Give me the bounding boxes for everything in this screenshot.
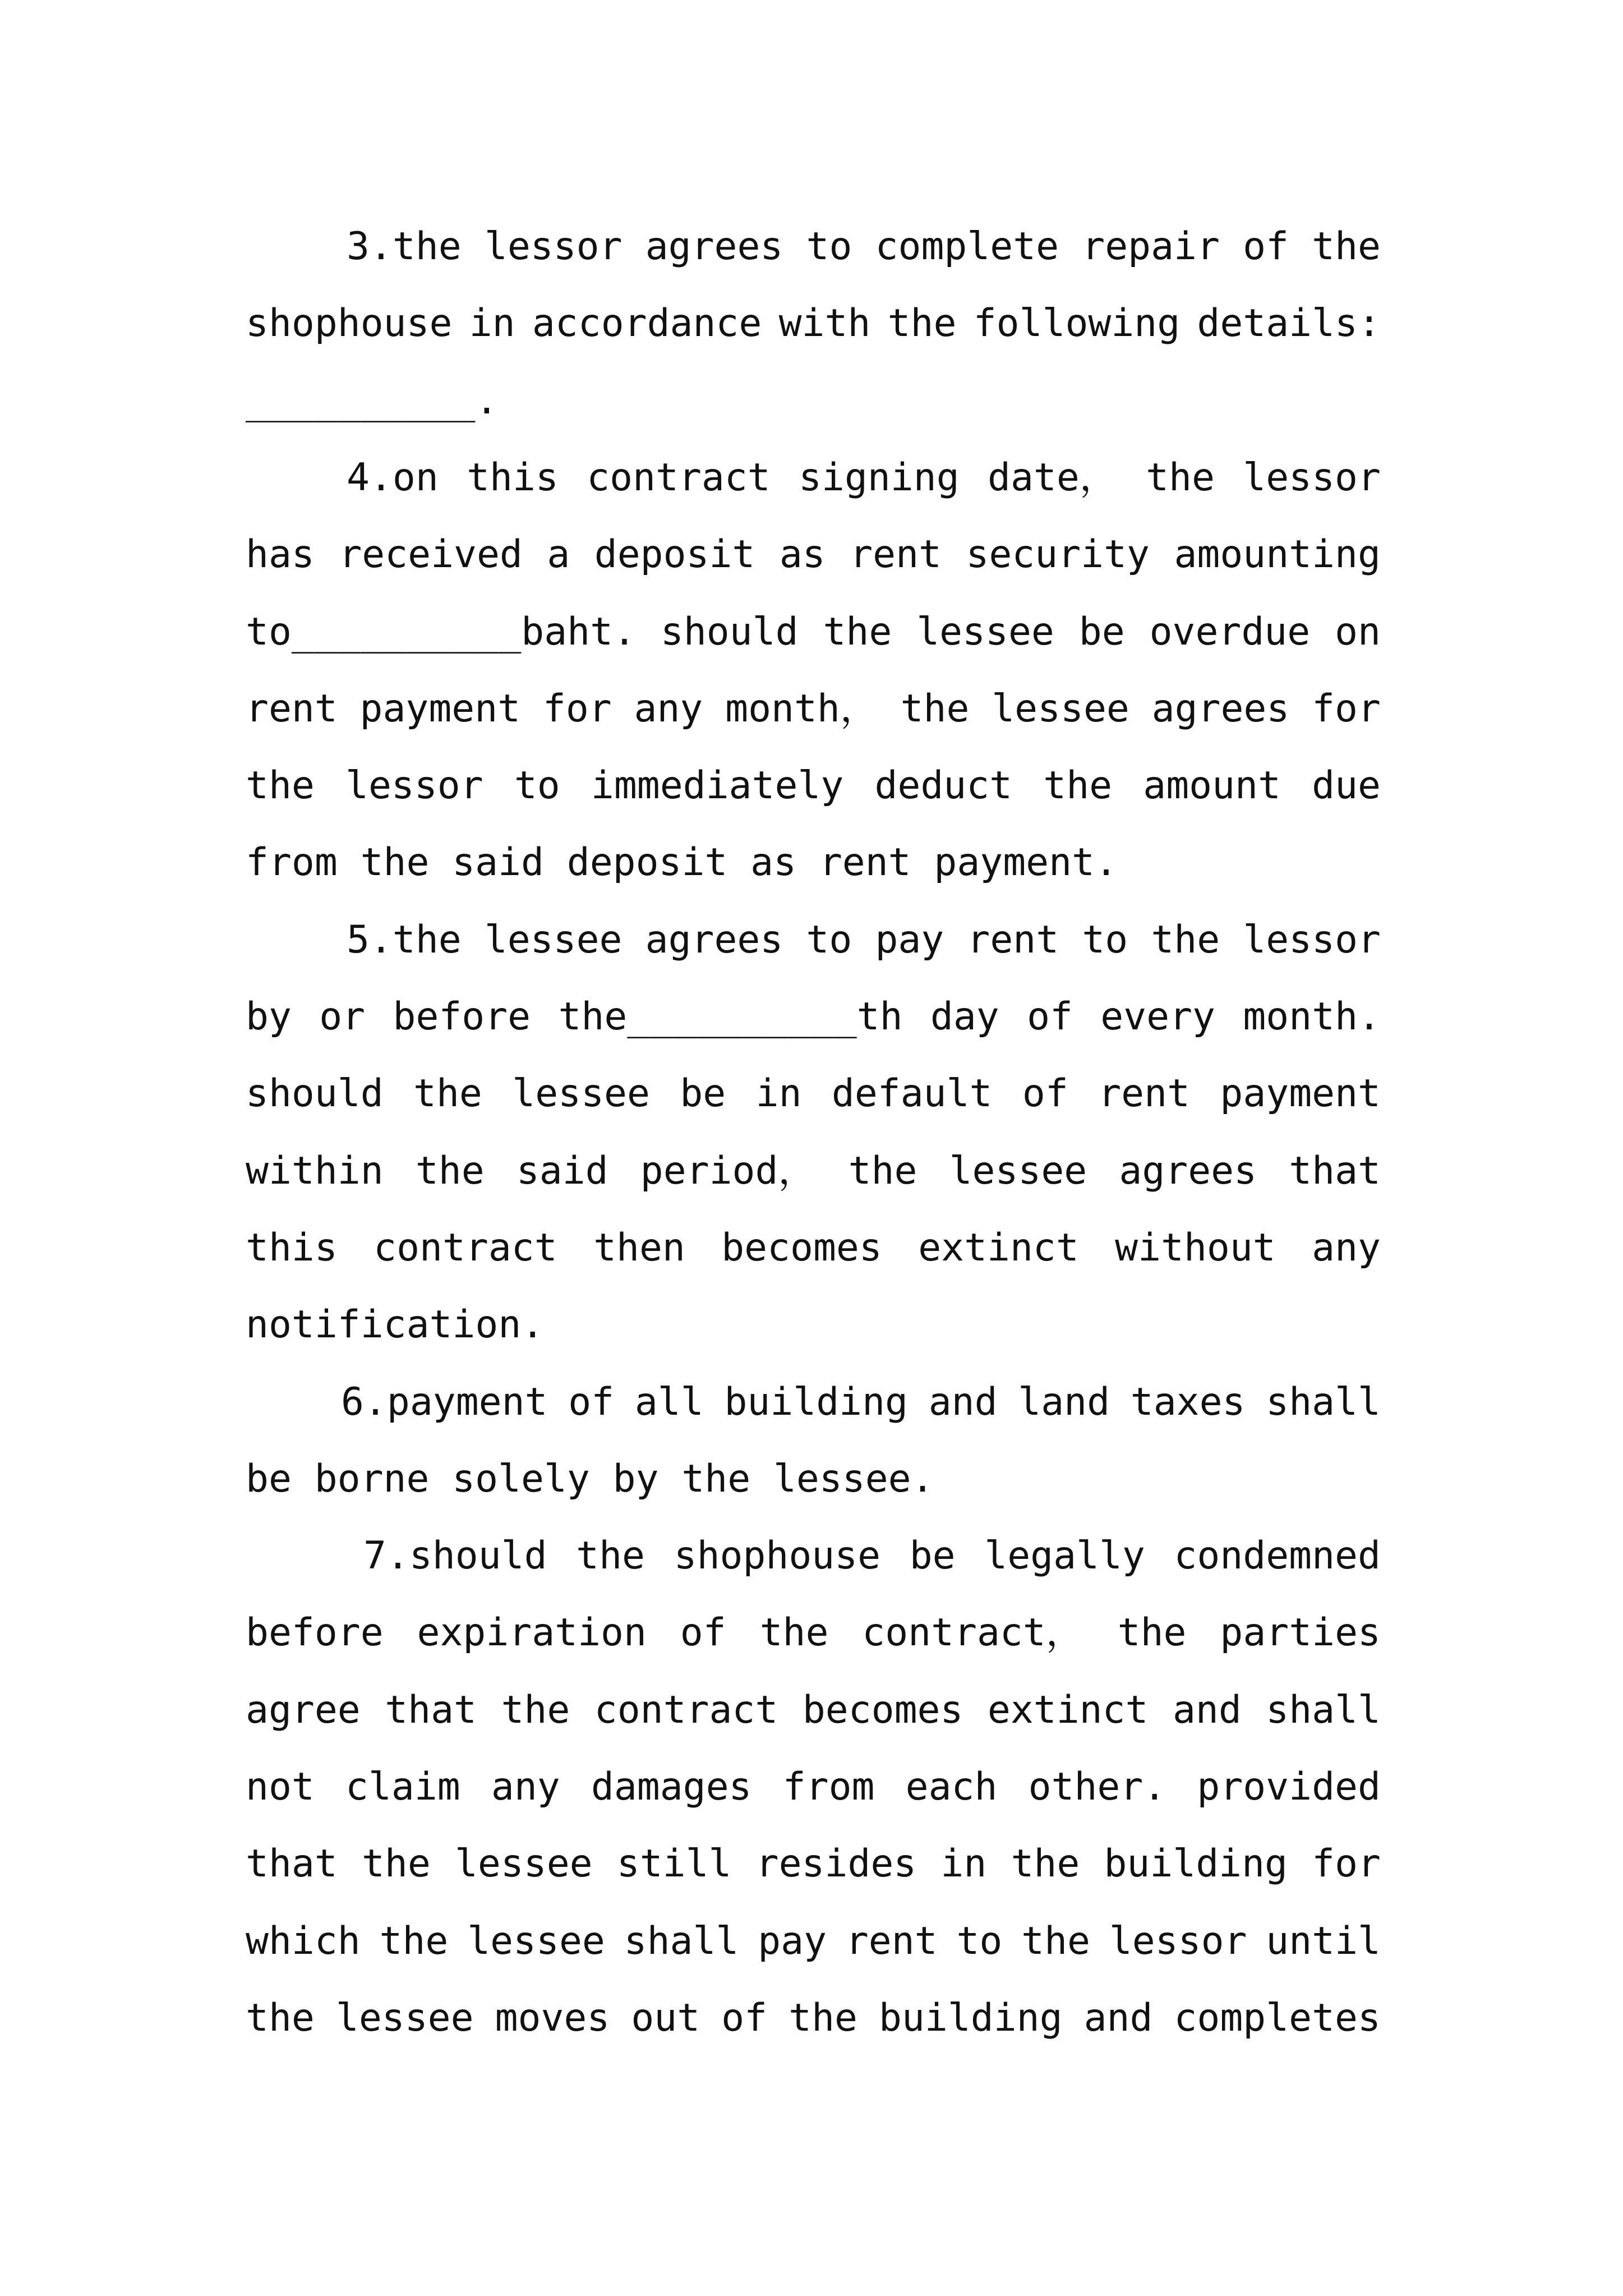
word: overdue xyxy=(1149,610,1311,654)
word: agrees xyxy=(1151,687,1290,731)
word: before xyxy=(246,1611,384,1655)
word: lessor xyxy=(484,224,623,269)
word: parties xyxy=(1220,1611,1381,1655)
word: the xyxy=(501,1688,570,1732)
word: lessee xyxy=(467,1919,605,1963)
text-line xyxy=(246,1680,1381,1741)
word: 4.on xyxy=(347,455,439,500)
word: the xyxy=(887,301,957,346)
word: completes xyxy=(1174,1996,1381,2040)
word: of xyxy=(568,1380,615,1424)
word: lessor xyxy=(1109,1919,1247,1963)
word: immediately xyxy=(591,763,844,808)
word: the xyxy=(1043,763,1113,808)
text-line xyxy=(246,1911,1381,1972)
word: accordance xyxy=(532,301,762,346)
word: lessee xyxy=(916,610,1054,654)
text-line xyxy=(347,909,1381,971)
word: following xyxy=(973,301,1181,346)
word: before xyxy=(393,995,531,1039)
word: to xyxy=(806,918,852,962)
text-line xyxy=(246,1140,1381,1202)
word: rent xyxy=(850,532,942,577)
word: be xyxy=(909,1534,956,1578)
word: rent xyxy=(1098,1071,1190,1116)
word: has xyxy=(246,532,315,577)
word: the xyxy=(1021,1919,1090,1963)
word: date， xyxy=(988,455,1118,500)
word: payment xyxy=(1220,1071,1381,1116)
word: period， xyxy=(640,1149,817,1193)
word: signing xyxy=(799,455,960,500)
word: to__________baht. xyxy=(246,610,636,654)
text-line xyxy=(246,986,1381,1048)
word: the xyxy=(1117,1611,1187,1655)
word: deposit xyxy=(566,840,728,885)
word: by xyxy=(246,995,292,1039)
word: extinct xyxy=(987,1688,1149,1732)
word: solely xyxy=(452,1457,590,1501)
word: of xyxy=(1243,224,1289,269)
text-line xyxy=(246,678,1381,740)
word: without xyxy=(1115,1226,1276,1270)
text-line xyxy=(363,1525,1381,1587)
word: amounting xyxy=(1174,532,1381,577)
word: contract xyxy=(374,1226,557,1270)
word: still xyxy=(616,1842,732,1886)
word: out xyxy=(631,1996,700,2040)
word: building xyxy=(724,1380,908,1424)
text-line xyxy=(246,601,1381,663)
word: default xyxy=(831,1071,993,1116)
word: not xyxy=(246,1765,315,1809)
text-line xyxy=(341,1372,1381,1433)
word: agree xyxy=(246,1688,361,1732)
word: which xyxy=(246,1919,361,1963)
text-line xyxy=(246,524,1381,586)
word: and xyxy=(1083,1996,1153,2040)
word: taxes xyxy=(1130,1380,1246,1424)
word: the xyxy=(1146,455,1215,500)
word: said xyxy=(516,1149,608,1193)
word: contract xyxy=(587,455,771,500)
word: extinct xyxy=(918,1226,1079,1270)
word: that xyxy=(1289,1149,1381,1193)
word: the xyxy=(246,1996,315,2040)
word: this xyxy=(467,455,559,500)
word: damages xyxy=(591,1765,752,1809)
word: be xyxy=(680,1071,726,1116)
text-line xyxy=(246,1987,1381,2049)
word: borne xyxy=(314,1457,430,1501)
word: of xyxy=(721,1996,768,2040)
word: lessor xyxy=(345,763,483,808)
word: to xyxy=(1082,918,1128,962)
word: building xyxy=(879,1996,1063,2040)
word: provided xyxy=(1197,1765,1381,1809)
word: a xyxy=(547,532,570,577)
text-line xyxy=(246,755,1381,817)
word: in xyxy=(469,301,515,346)
word: lessee xyxy=(454,1842,593,1886)
word: shall xyxy=(624,1919,739,1963)
word: 6.payment xyxy=(341,1380,548,1424)
text-line xyxy=(246,293,1381,355)
text-line xyxy=(347,216,1381,278)
word: expiration xyxy=(417,1611,647,1655)
word: within xyxy=(246,1149,384,1193)
word: shall xyxy=(1266,1380,1381,1424)
word: every xyxy=(1100,995,1215,1039)
word: should xyxy=(660,610,799,654)
word: lessee xyxy=(484,918,623,962)
word: for xyxy=(542,687,612,731)
word: the xyxy=(413,1071,482,1116)
word: shall xyxy=(1266,1688,1381,1732)
word: 3.the xyxy=(347,224,462,269)
word: payment xyxy=(359,687,521,731)
word: lessee xyxy=(992,687,1129,731)
word: to xyxy=(956,1919,1003,1963)
word: for xyxy=(1312,687,1381,731)
word: the xyxy=(415,1149,485,1193)
word: agrees xyxy=(645,918,783,962)
word: with xyxy=(778,301,871,346)
word: the xyxy=(246,763,315,808)
word: the xyxy=(789,1996,857,2040)
word: month. xyxy=(1243,995,1381,1039)
word: of xyxy=(680,1611,726,1655)
word: due xyxy=(1312,763,1381,808)
word: the xyxy=(361,1842,431,1886)
word: be xyxy=(1078,610,1125,654)
word: the xyxy=(823,610,892,654)
word: becomes xyxy=(721,1226,882,1270)
word: in xyxy=(755,1071,802,1116)
word: in xyxy=(940,1842,987,1886)
word: rent xyxy=(967,918,1059,962)
word: should xyxy=(246,1071,384,1116)
word: the xyxy=(759,1611,829,1655)
word: any xyxy=(1312,1226,1381,1270)
word: becomes xyxy=(802,1688,963,1732)
word: claim xyxy=(345,1765,460,1809)
word: deduct xyxy=(874,763,1013,808)
word: contract， xyxy=(862,1611,1084,1655)
text-line xyxy=(246,1602,1381,1664)
word: repair xyxy=(1082,224,1220,269)
word: the xyxy=(1151,918,1220,962)
word: contract xyxy=(594,1688,778,1732)
word: deposit xyxy=(594,532,755,577)
word: other. xyxy=(1028,1765,1166,1809)
word: the xyxy=(848,1149,917,1193)
word: rent xyxy=(246,687,338,731)
word: building xyxy=(1104,1842,1288,1886)
word: the xyxy=(576,1534,645,1578)
text-line xyxy=(246,370,1381,432)
text-line xyxy=(347,447,1381,509)
word: that xyxy=(385,1688,477,1732)
word: to xyxy=(806,224,852,269)
word: until xyxy=(1266,1919,1381,1963)
word: the xyxy=(681,1457,751,1501)
word: and xyxy=(1172,1688,1242,1732)
word: legally xyxy=(984,1534,1145,1578)
word: by xyxy=(612,1457,659,1501)
word: as xyxy=(750,840,797,885)
word: condemned xyxy=(1174,1534,1381,1578)
word: land xyxy=(1018,1380,1110,1424)
word: day xyxy=(930,995,999,1039)
text-line xyxy=(246,1833,1381,1895)
word: lessor xyxy=(1243,455,1381,500)
word: for xyxy=(1312,1842,1381,1886)
word: from xyxy=(782,1765,875,1809)
word: and xyxy=(928,1380,998,1424)
word: to xyxy=(514,763,560,808)
word: the xyxy=(900,687,970,731)
word: lessor xyxy=(1243,918,1381,962)
word: moves xyxy=(495,1996,610,2040)
word: that xyxy=(246,1842,338,1886)
text-line xyxy=(246,832,1381,894)
word: payment. xyxy=(934,840,1118,885)
word: pay xyxy=(758,1919,827,1963)
word: be xyxy=(246,1457,292,1501)
word: security xyxy=(966,532,1150,577)
word: lessee xyxy=(335,1996,474,2040)
word: each xyxy=(905,1765,998,1809)
word: 5.the xyxy=(347,918,462,962)
word: rent xyxy=(845,1919,938,1963)
word: any xyxy=(491,1765,560,1809)
word: agrees xyxy=(645,224,783,269)
word: pay xyxy=(875,918,944,962)
word: shophouse xyxy=(246,301,453,346)
word: all xyxy=(634,1380,704,1424)
text-line xyxy=(246,1448,1381,1510)
word: of xyxy=(1027,995,1073,1039)
word: then xyxy=(593,1226,685,1270)
word: notification. xyxy=(246,1303,545,1347)
word: the xyxy=(1312,224,1381,269)
word: rent xyxy=(819,840,911,885)
word: said xyxy=(452,840,544,885)
word: details: xyxy=(1197,301,1381,346)
word: the xyxy=(360,840,430,885)
word: month， xyxy=(725,687,878,731)
word: complete xyxy=(875,224,1059,269)
word: the__________th xyxy=(558,995,903,1039)
word: of xyxy=(1022,1071,1068,1116)
word: the xyxy=(1011,1842,1080,1886)
word: resides xyxy=(755,1842,917,1886)
text-line xyxy=(246,1294,1381,1356)
word: received xyxy=(339,532,523,577)
word: any xyxy=(634,687,703,731)
text-line xyxy=(246,1217,1381,1279)
word: __________. xyxy=(246,379,499,423)
word: the xyxy=(379,1919,449,1963)
word: amount xyxy=(1143,763,1281,808)
word: lessee xyxy=(949,1149,1087,1193)
word: on xyxy=(1335,610,1381,654)
word: lessee xyxy=(512,1071,650,1116)
word: or xyxy=(319,995,366,1039)
text-line xyxy=(246,1756,1381,1818)
word: this xyxy=(246,1226,338,1270)
word: lessee. xyxy=(773,1457,934,1501)
word: as xyxy=(779,532,826,577)
word: shophouse xyxy=(674,1534,881,1578)
text-line xyxy=(246,1063,1381,1125)
word: 7.should xyxy=(363,1534,547,1578)
word: from xyxy=(246,840,338,885)
word: agrees xyxy=(1119,1149,1257,1193)
